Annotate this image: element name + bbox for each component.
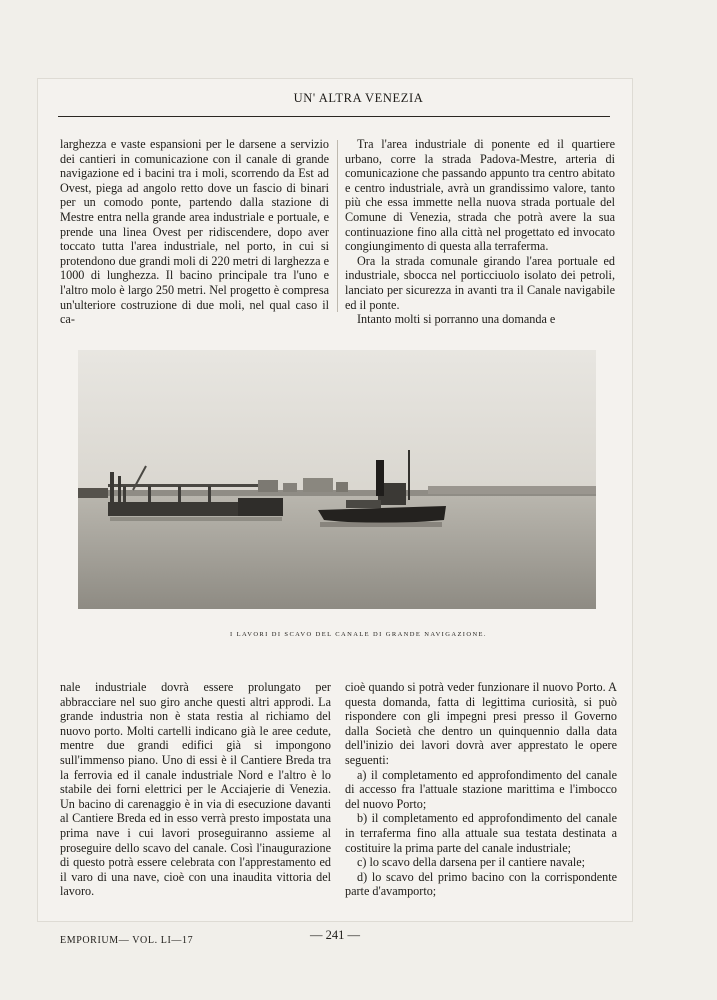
column-divider <box>337 140 338 312</box>
journal-footer: EMPORIUM— VOL. LI—17 <box>60 935 194 946</box>
list-item: d) lo scavo del primo bacino con la corrispondente parte d'avamporto; <box>345 869 617 899</box>
list-item: b) il completamento ed approfondimento del canale in terraferma fino alla attuale sua testata destinata a costituire la prima parte del canale industriale; <box>345 811 617 855</box>
header-rule <box>58 116 610 117</box>
column-bottom-right <box>345 680 617 899</box>
photograph-dredging-canal <box>78 350 596 609</box>
column-bottom-left <box>60 680 331 899</box>
paragraph: larghezza e vaste espansioni per le darsene a servizio dei cantieri in comunicazione con il canale di grande navigazione ed i bacini tra i moli, scorrendo da Est ad Ovest, piega ad angolo retto dove un fascio di binari per un comodo ponte, partendo dalla stazione di Mestre entra nella grande area industriale e portuale, e prende una linea Ovest per ridiscendere, dopo aver toccato tutta l'area industriale, nel porto, in cui si protendono due grandi moli di 220 metri di larghezza e 1000 di lunghezza. Il bacino principale tra l'uno e l'altro molo è largo 250 metri. Nel progetto è compresa un'ulteriore costruzione di due moli, nel qual caso il ca- <box>60 137 329 327</box>
list-item: a) il completamento ed approfondimento del canale di accesso fra l'attuale stazione marittima e l'imbocco del nuovo Porto; <box>345 767 617 811</box>
list-item: c) lo scavo della darsena per il cantiere navale; <box>357 855 586 870</box>
paragraph: nale industriale dovrà essere prolungato per abbracciare nel suo giro anche questi altri approdi. La grande industria non è stata restia al richiamo del nuovo porto. Molti cartelli indicano già le aree cedute, mentre due grandi edifici già si impongono sull'immenso piano. Uno di essi è il Cantiere Breda tra la ferrovia ed il canale industriale Nord e l'altro è lo stabile dei forni elettrici per le Acciajerie di Venezia. Un bacino di carenaggio è in via di esecuzione davanti al Cantiere Breda ed in esso verrà presto impostata una prima nave i cui lavori proseguiranno assieme al proseguire dello scavo del canale. Così l'inaugurazione di questo potrà essere celebrata con l'apprestamento ed il varo di una nave, cioè con una inaudita vittoria del lavoro. <box>60 680 331 899</box>
paragraph: Intanto molti si porranno una domanda e <box>357 312 556 327</box>
column-top-left <box>60 137 329 327</box>
paragraph: Ora la strada comunale girando l'area portuale ed industriale, sbocca nel porticciuolo isolato dei petroli, lanciato per sicurezza in avanti tra il Canale navigabile ed il ponte. <box>345 253 615 312</box>
page-number: — 241 — <box>310 928 360 942</box>
paragraph: cioè quando si potrà veder funzionare il nuovo Porto. A questa domanda, fatta di legittima curiosità, si può rispondere con gli impegni presi presso il Governo dalla Società che dentro un quinquennio dalla data dell'inizio dei lavori dovrà aver apprestato le opere seguenti: <box>345 680 617 767</box>
column-top-right <box>345 137 615 327</box>
running-head: UN' ALTRA VENEZIA <box>293 91 424 105</box>
photo-caption: I LAVORI DI SCAVO DEL CANALE DI GRANDE NAVIGAZIONE. <box>230 631 487 638</box>
paragraph: Tra l'area industriale di ponente ed il quartiere urbano, corre la strada Padova-Mestre, arteria di comunicazione che passando appunto tra centro abitato e centro industriale, avrà un grandissimo valore, tanto più che essa immette nella nuova strada portuale del Comune di Venezia, strada che potrà avere la sua continuazione fino alla città nel progettato ed invocato congiungimento di questa alla terraferma. <box>345 137 615 254</box>
